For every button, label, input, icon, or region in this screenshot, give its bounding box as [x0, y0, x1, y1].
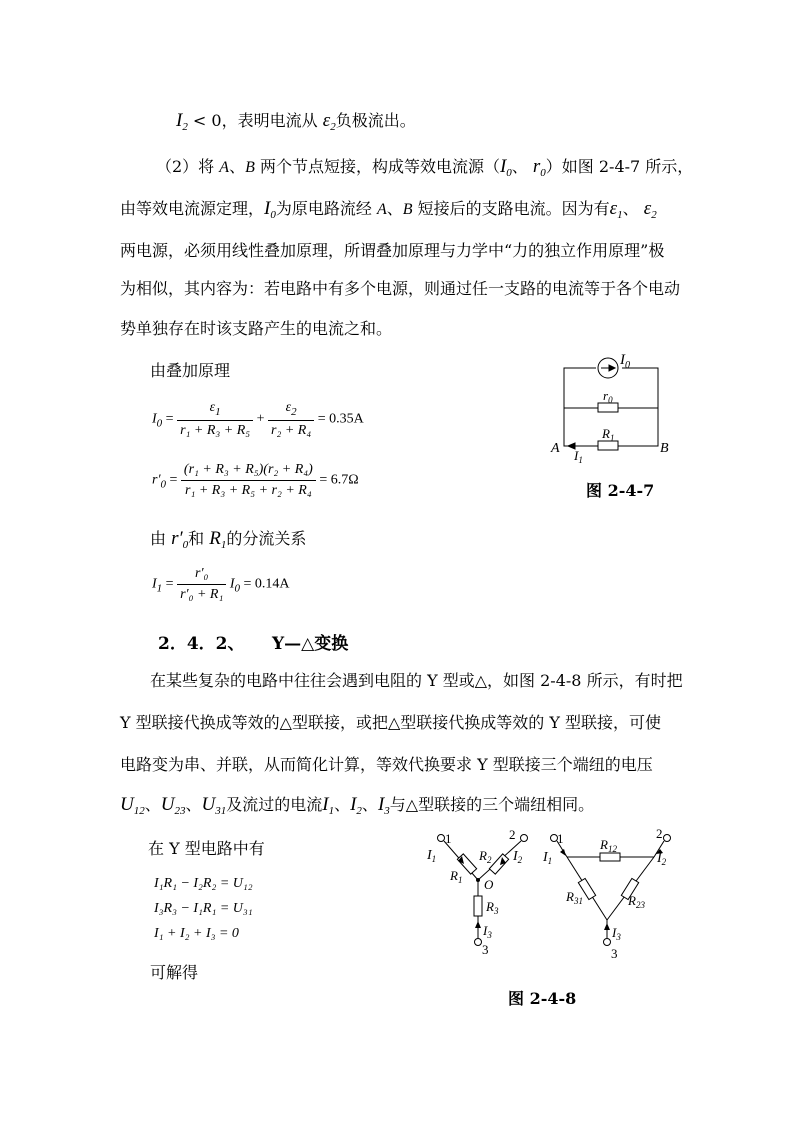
- label-I1: $I_1$: [427, 848, 437, 864]
- equation-I0: $I_0$ = $\frac{\varepsilon_1}{\text{r₁ + R₃ + R₅}}$ + $\frac{\varepsilon_2}{\text{r₂ + R₄}}$ = 0.35A: [152, 400, 364, 438]
- para5-line2: Y 型联接代换成等效的△型联接，或把△型联接代换成等效的 Y 型联接，可使: [120, 713, 661, 732]
- label-R3: $R_3$: [486, 899, 499, 916]
- label-A: A: [551, 441, 560, 456]
- y-circuit-label: 在 Y 型电路中有: [148, 839, 265, 858]
- para2-line3: 两电源，必须用线性叠加原理，所谓叠加原理与力学中“力的独立作用原理”极: [120, 241, 665, 260]
- system-eq-1: I₁R₁ − I₂R₂ = U₁₂: [154, 876, 253, 891]
- fraction-1: $\frac{\varepsilon_1}{\text{r₁ + R₃ + R₅}}$: [177, 400, 253, 439]
- fraction-4: $\frac{\text{r′₀}}{\text{r′₀ + R₁}}$: [177, 566, 226, 603]
- fraction-2: $\frac{\varepsilon_2}{\text{r₂ + R₄}}$: [268, 400, 314, 439]
- para5-line1: 在某些复杂的电路中往往会遇到电阻的 Y 型或△，如图 2-4-8 所示，有时把: [150, 671, 683, 690]
- label-O: O: [484, 877, 494, 892]
- label-R1: $R_1$: [450, 868, 463, 885]
- node-O: [476, 878, 480, 882]
- figure-caption-2-4-7: 图 2-4-7: [586, 481, 655, 500]
- para2-line1: （2）将 A、B 两个节点短接，构成等效电流源（$I_0$、 $r_0$）如图 2-4-7 所示，: [156, 156, 694, 179]
- label-I0: $I_0$: [620, 352, 630, 371]
- label-r0: $r_0$: [603, 388, 613, 405]
- para2-line4: 为相似，其内容为：若电路中有多个电源，则通过任一支路的电流等于各个电动: [120, 279, 681, 298]
- arrow-icon: [560, 849, 566, 856]
- system-eq-2: I₃R₃ − I₁R₁ = U₃₁: [154, 901, 253, 916]
- result-sentence: $I_2 < 0$，表明电流从 $\varepsilon_2$负极流出。: [176, 110, 416, 133]
- label-I1: $I_1$: [574, 448, 583, 464]
- label-I1: $I_1$: [543, 850, 553, 866]
- para2-line2: 由等效电流源定理，$I_0$为原电路流经 A、B 短接后的支路电流。因为有$\varepsilon_1$、 $\varepsilon_2$: [120, 198, 657, 221]
- terminal-3: 3: [482, 942, 489, 957]
- superposition-label: 由叠加原理: [150, 361, 231, 380]
- section-title: Y—△变换: [272, 634, 349, 654]
- para5-line4: $U_{12}$、$U_{23}$、$U_{31}$及流过的电流$I_1$、$I_2$、$I_3$与△型联接的三个端纽相同。: [120, 794, 595, 817]
- label-I2: $I_2$: [513, 849, 523, 865]
- terminal-1: 1: [557, 831, 564, 846]
- fraction-3: $\frac{\text{(r₁ + R₃ + R₅)(r₂ + R₄)}}{\text{r₁ + R₃ + R₅ + r₂ + R₄}}$: [181, 462, 316, 499]
- solve-label: 可解得: [150, 963, 199, 982]
- label-R23: $R_{23}$: [628, 893, 645, 910]
- system-eq-3: I₁ + I₂ + I₃ = 0: [154, 926, 239, 941]
- section-number: 2．4．2、: [158, 634, 245, 654]
- label-B: B: [660, 441, 669, 456]
- terminal-2: 2: [656, 826, 663, 841]
- label-R31: $R_{31}$: [566, 889, 583, 906]
- figure-2-4-8-delta: [540, 825, 685, 960]
- label-I2: $I_2$: [657, 851, 667, 867]
- terminal-3: 3: [611, 946, 618, 960]
- label-R2: $R_2$: [479, 848, 492, 865]
- label-I3: $I_3$: [483, 923, 492, 940]
- figure-2-4-8-y: [420, 825, 540, 960]
- arrow-icon: [604, 923, 610, 930]
- arrow-icon: [475, 921, 481, 928]
- equation-r0: $r'_0$ = $\frac{\text{(r₁ + R₃ + R₅)(r₂ + R₄)}}{\text{r₁ + R₃ + R₅ + r₂ + R₄}}$ = 6.7Ω: [152, 462, 359, 498]
- divider-label: 由 $r'_0$和 $R_1$的分流关系: [150, 528, 307, 551]
- terminal-2: 2: [509, 827, 516, 842]
- equation-I1: $I_1$ = $\frac{\text{r′₀}}{\text{r′₀ + R₁}}$ $I_0 = 0.14A$: [152, 566, 290, 602]
- terminal-1: 1: [445, 831, 452, 846]
- label-R12: $R_{12}$: [600, 837, 617, 854]
- para5-line3: 电路变为串、并联，从而简化计算，等效代换要求 Y 型联接三个端纽的电压: [120, 755, 653, 774]
- label-I3: $I_3$: [612, 925, 621, 942]
- figure-caption-2-4-8: 图 2-4-8: [508, 989, 577, 1008]
- label-R1: $R_1$: [602, 426, 615, 443]
- figure-2-4-7: [548, 344, 670, 464]
- current-symbol: I: [176, 110, 183, 131]
- para2-line5: 势单独存在时该支路产生的电流之和。: [120, 319, 393, 338]
